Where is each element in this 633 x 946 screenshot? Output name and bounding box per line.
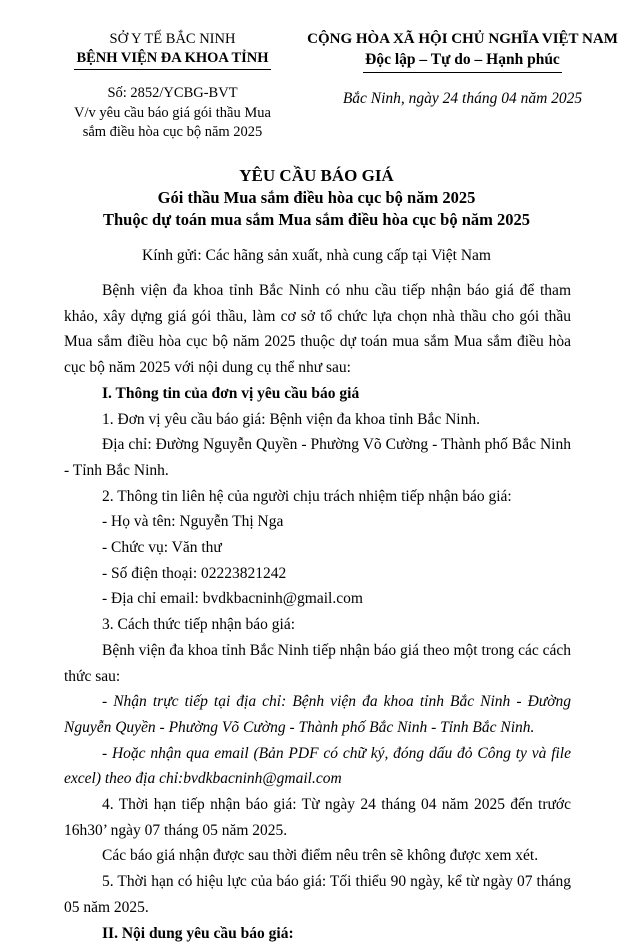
national-heading-block (300, 30, 625, 142)
org-name-text: BỆNH VIỆN ĐA KHOA TỈNH (74, 49, 270, 70)
org-name (45, 49, 300, 70)
document-title-block (0, 164, 633, 231)
deadline-note: Các báo giá nhận được sau thời điểm nêu trên sẽ không được xem xét. (102, 847, 539, 865)
document-title-budget: Thuộc dự toán mua sắm Mua sắm điều hòa cục bộ năm 2025 (102, 210, 531, 229)
receiving-method-intro: Bệnh viện đa khoa tỉnh Bắc Ninh tiếp nhận báo giá theo một trong các cách thức sau: (64, 641, 571, 685)
item-contact-info-heading: 2. Thông tin liên hệ của người chịu trách nhiệm tiếp nhận báo giá: (102, 487, 512, 505)
document-subject: V/v yêu cầu báo giá gói thầu Mua sắm điều hòa cục bộ năm 2025 (74, 105, 271, 140)
section-1-heading: I. Thông tin của đơn vị yêu cầu báo giá (102, 384, 360, 402)
document-number: Số: 2852/YCBG-BVT (107, 85, 238, 101)
contact-name-line: - Họ và tên: Nguyễn Thị Nga (102, 513, 284, 531)
document-title: YÊU CẦU BÁO GIÁ (239, 166, 394, 185)
document-body (64, 278, 571, 946)
section-2-heading: II. Nội dung yêu cầu báo giá: (102, 924, 294, 942)
salutation-line: Kính gửi: Các hãng sản xuất, nhà cung cấp tại Việt Nam (142, 247, 491, 264)
contact-phone-line: - Số điện thoại: 02223821242 (102, 564, 287, 582)
national-motto-text: Độc lập – Tự do – Hạnh phúc (363, 50, 562, 73)
issuing-org-block (45, 30, 300, 142)
method-direct-line: - Nhận trực tiếp tại địa chỉ: Bệnh viện đa khoa tỉnh Bắc Ninh - Đường Nguyễn Quyền - Phường Võ Cường - Thành phố Bắc Ninh - Tỉnh Bắc Ninh. (64, 693, 571, 736)
item-validity: 5. Thời hạn có hiệu lực của báo giá: Tối thiểu 90 ngày, kể từ ngày 07 tháng 05 năm 2025. (64, 873, 571, 916)
parent-org-name: SỞ Y TẾ BẮC NINH (109, 31, 236, 47)
item-deadline: 4. Thời hạn tiếp nhận báo giá: Từ ngày 24 tháng 04 năm 2025 đến trước 16h30’ ngày 07 tháng 05 năm 2025. (64, 796, 571, 839)
item-receiving-method-heading: 3. Cách thức tiếp nhận báo giá: (102, 616, 296, 634)
contact-email-line: - Địa chỉ email: bvdkbacninh@gmail.com (102, 590, 363, 608)
national-motto (300, 50, 625, 73)
contact-title-line: - Chức vụ: Văn thư (102, 539, 222, 557)
item-address: Địa chỉ: Đường Nguyễn Quyền - Phường Võ Cường - Thành phố Bắc Ninh - Tỉnh Bắc Ninh. (64, 436, 571, 479)
method-email-line: - Hoặc nhận qua email (Bản PDF có chữ ký, đóng dấu đỏ Công ty và file excel) theo địa chỉ:bvdkbacninh@gmail.com (64, 744, 571, 788)
document-title-package: Gói thầu Mua sắm điều hòa cục bộ năm 2025 (157, 188, 476, 207)
document-header (0, 0, 633, 142)
item-requesting-unit: 1. Đơn vị yêu cầu báo giá: Bệnh viện đa khoa tỉnh Bắc Ninh. (102, 410, 480, 428)
intro-paragraph: Bệnh viện đa khoa tỉnh Bắc Ninh có nhu cầu tiếp nhận báo giá để tham khảo, xây dựng giá gói thầu, làm cơ sở tổ chức lựa chọn nhà thầu cho gói thầu Mua sắm điều hòa cục bộ năm 2025 thuộc dự toán mua sắm Mua sắm điều hòa cục bộ năm 2025 với nội dung cụ thể như sau: (64, 282, 571, 377)
national-title: CỘNG HÒA XÃ HỘI CHỦ NGHĨA VIỆT NAM (307, 31, 618, 47)
place-and-date: Bắc Ninh, ngày 24 tháng 04 năm 2025 (342, 90, 583, 107)
